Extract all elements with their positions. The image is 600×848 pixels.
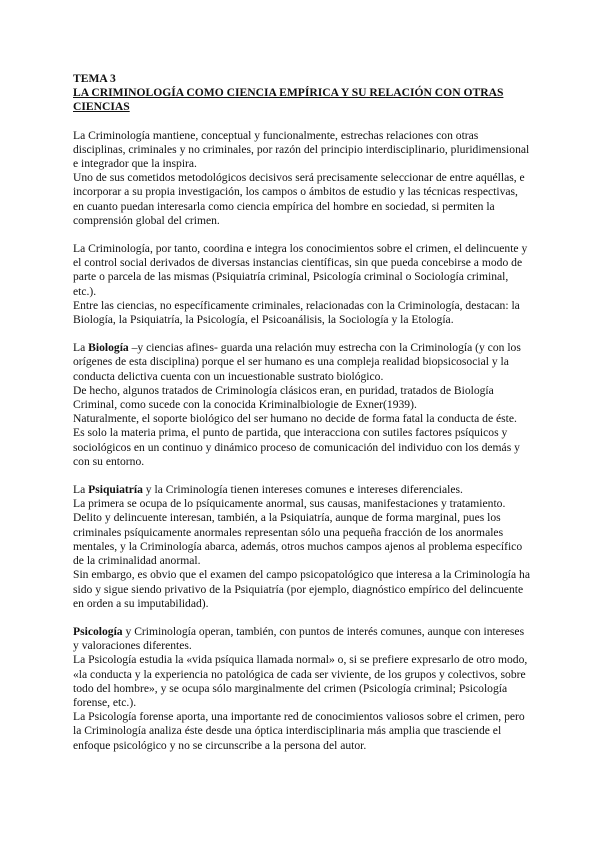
psychology-paragraph-3: La Psicología forense aporta, una importante red de conocimientos valiosos sobre el crimen, pero la Criminología analiza éste desde una óptica interdisciplinaria más amplia que trasciende el enfoque psicológico y no se circunscribe a la persona del autor.	[73, 710, 525, 752]
psychiatry-paragraph-3: Delito y delincuente interesan, también, a la Psiquiatría, aunque de forma marginal, pues los criminales psíquicamente anormales representan sólo una pequeña fracción de los anormales mentales, y la Criminología abarca, además, otros muchos campos ajenos al problema específico de la criminalidad anormal.	[73, 511, 523, 568]
coordination-paragraph-1: La Criminología, por tanto, coordina e integra los conocimientos sobre el crimen, el delincuente y el control social derivados de diversas instancias científicas, sin que pueda concebirse a modo de parte o parcela de las mismas (Psiquiatría criminal, Psicología criminal o Sociología criminal, etc.).	[73, 242, 528, 298]
psychiatry-term: Psiquiatría	[88, 483, 143, 497]
psychiatry-paragraph-4: Sin embargo, es obvio que el examen del campo psicopatológico que interesa a la Criminología ha sido y sigue siendo privativo de la Psiquiatría (por ejemplo, diagnóstico empírico del delincuente en orden a su imputabilidad).	[73, 568, 530, 610]
psychology-term: Psicología	[73, 624, 123, 638]
biology-paragraph-1	[73, 341, 531, 384]
topic-number: TEMA 3	[73, 72, 116, 85]
document-page	[73, 72, 531, 753]
psychiatry-lead: La	[73, 483, 89, 497]
biology-paragraph-4: Es solo la materia prima, el punto de partida, que interacciona con sutiles factores psíquicos y sociológicos en un continuo y dinámico proceso de comunicación del individuo con los demás y con su entorno.	[73, 426, 520, 468]
psychology-text: y Criminología operan, también, con puntos de interés comunes, aunque con intereses y valoraciones diferentes.	[73, 624, 525, 653]
biology-paragraph-2: De hecho, algunos tratados de Criminología clásicos eran, en puridad, tratados de Biología Criminal, como sucede con la conocida Kriminalbiologie de Exner(1939).	[73, 383, 494, 412]
coordination-paragraph-2: Entre las ciencias, no específicamente criminales, relacionadas con la Criminología, destacan: la Biología, la Psiquiatría, la Psicología, el Psicoanálisis, la Sociología y la Etología.	[73, 298, 520, 327]
psychiatry-paragraph-1	[73, 483, 531, 497]
biology-term: Biología	[88, 341, 129, 355]
biology-paragraph-3: Naturalmente, el soporte biológico del ser humano no decide de forma fatal la conducta de éste.	[73, 412, 517, 426]
intro-paragraph-1: La Criminología mantiene, conceptual y funcionalmente, estrechas relaciones con otras disciplinas, criminales y no criminales, por razón del principio interdisciplinario, pluridimensional e integrador que la inspira.	[73, 128, 530, 171]
psychiatry-paragraph-2: La primera se ocupa de lo psíquicamente anormal, sus causas, manifestaciones y tratamiento.	[73, 497, 506, 511]
biology-text: –y ciencias afines- guarda una relación muy estrecha con la Criminología (y con los orígenes de esta disciplina) porque el ser humano es una compleja realidad biopsicosocial y la conducta delictiva cuenta con un incuestionable sustrato biológico.	[73, 341, 521, 383]
psychiatry-text: y la Criminología tienen intereses comunes e intereses diferenciales.	[142, 483, 463, 497]
psychology-paragraph-1	[73, 625, 531, 653]
intro-paragraph-2: Uno de sus cometidos metodológicos decisivos será precisamente seleccionar de entre aquéllas, e incorporar a su propia investigación, los campos o ámbitos de estudio y las técnicas respectivas, en cuanto puedan interesarla como ciencia empírica del hombre en sociedad, si permiten la comprensión global del crimen.	[73, 171, 525, 227]
psychology-paragraph-2: La Psicología estudia la «vida psíquica llamada normal» o, si se prefiere expresarlo de otro modo, «la conducta y la experiencia no patológica de cada ser viviente, de los grupos y colectivos, sobre todo del hombre», y se ocupa sólo marginalmente del crimen (Psicología criminal; Psicología forense, etc.).	[73, 653, 528, 709]
document-title: LA CRIMINOLOGÍA COMO CIENCIA EMPÍRICA Y SU RELACIÓN CON OTRAS CIENCIAS	[73, 86, 504, 114]
biology-lead: La	[73, 341, 89, 355]
